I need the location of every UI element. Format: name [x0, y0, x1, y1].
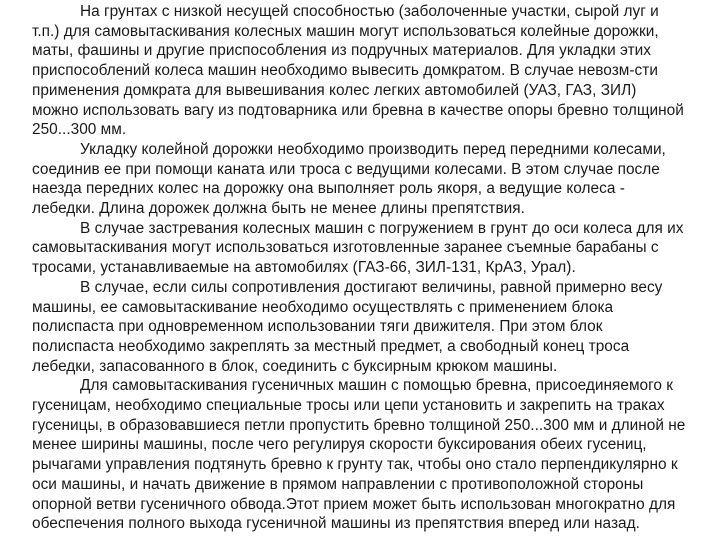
text-line: В случае застревания колесных машин с погружением в грунт до оси колеса для их: [80, 219, 684, 237]
text-line: полиспаста при одновременном использовании тяги движителя. При этом блок: [32, 318, 603, 336]
text-line: обеспечения полного выхода гусеничной машины из препятствия вперед или назад.: [32, 515, 640, 533]
text-line: приспособлений колеса машин необходимо вывесить домкратом. В случае невозм-сти: [32, 62, 658, 80]
text-line: лебедки, запасованного в блок, соединить с буксирным крюком машины.: [32, 357, 558, 375]
paragraph-5: [32, 376, 718, 534]
text-line: менее ширины машины, после чего регулируя скорости буксирования обеих гусениц,: [32, 436, 647, 454]
paragraph-1: [32, 2, 718, 140]
text-line: оси машины, и начать движение в прямом направлении с противоположной стороны: [32, 475, 644, 493]
text-line: На грунтах с низкой несущей способностью (заболоченные участки, сырой луг и: [80, 3, 659, 20]
text-line: В случае, если силы сопротивления достигают величины, равной примерно весу: [80, 278, 663, 296]
text-line: гусеницам, необходимо специальные тросы или цепи установить и закрепить на траках: [32, 397, 665, 415]
text-line: Для самовытаскивания гусеничных машин с помощью бревна, присоединяемого к: [80, 377, 674, 395]
text-line: гусеницы, в образовавшиеся петли пропустить бревно толщиной 250...300 мм и длиной не: [32, 416, 686, 434]
document-body: [32, 2, 718, 534]
text-line: 250...300 мм.: [32, 121, 127, 139]
text-line: наезда передних колес на дорожку она выполняет роль якоря, а ведущие колеса -: [32, 180, 625, 198]
text-line: применения домкрата для вывешивания колес легких автомобилей (УАЗ, ГАЗ, ЗИЛ): [32, 81, 637, 99]
text-line: Укладку колейной дорожки необходимо производить перед передними колесами,: [80, 140, 666, 158]
text-line: машины, ее самовытаскивание необходимо осуществлять с применением блока: [32, 298, 614, 316]
paragraph-3: [32, 219, 718, 278]
text-line: полиспаста необходимо закреплять за местный предмет, а свободный конец троса: [32, 337, 630, 355]
text-line: маты, фашины и другие приспособления из подручных материалов. Для укладки этих: [32, 42, 651, 60]
text-line: т.п.) для самовытаскивания колесных машин могут использоваться колейные дорожки,: [32, 22, 659, 40]
text-line: лебедки. Длина дорожек должна быть не менее длины препятствия.: [32, 200, 525, 218]
paragraph-4: [32, 278, 718, 377]
text-line: рычагами управления подтянуть бревно к грунту так, чтобы оно стало перпендикулярно к: [32, 456, 678, 474]
paragraph-2: [32, 140, 718, 219]
text-line: опорной ветви гусеничного обвода.Этот прием может быть использован многократно для: [32, 495, 676, 513]
text-line: можно использовать вагу из подтоварника или бревна в качестве опоры бревно толщиной: [32, 101, 684, 119]
text-line: самовытаскивания могут использоваться изготовленные заранее съемные барабаны с: [32, 239, 659, 257]
text-line: тросами, устанавливаемые на автомобилях (ГАЗ-66, ЗИЛ-131, КрАЗ, Урал).: [32, 259, 576, 277]
text-line: соединив ее при помощи каната или троса с ведущими колесами. В этом случае после: [32, 160, 660, 178]
